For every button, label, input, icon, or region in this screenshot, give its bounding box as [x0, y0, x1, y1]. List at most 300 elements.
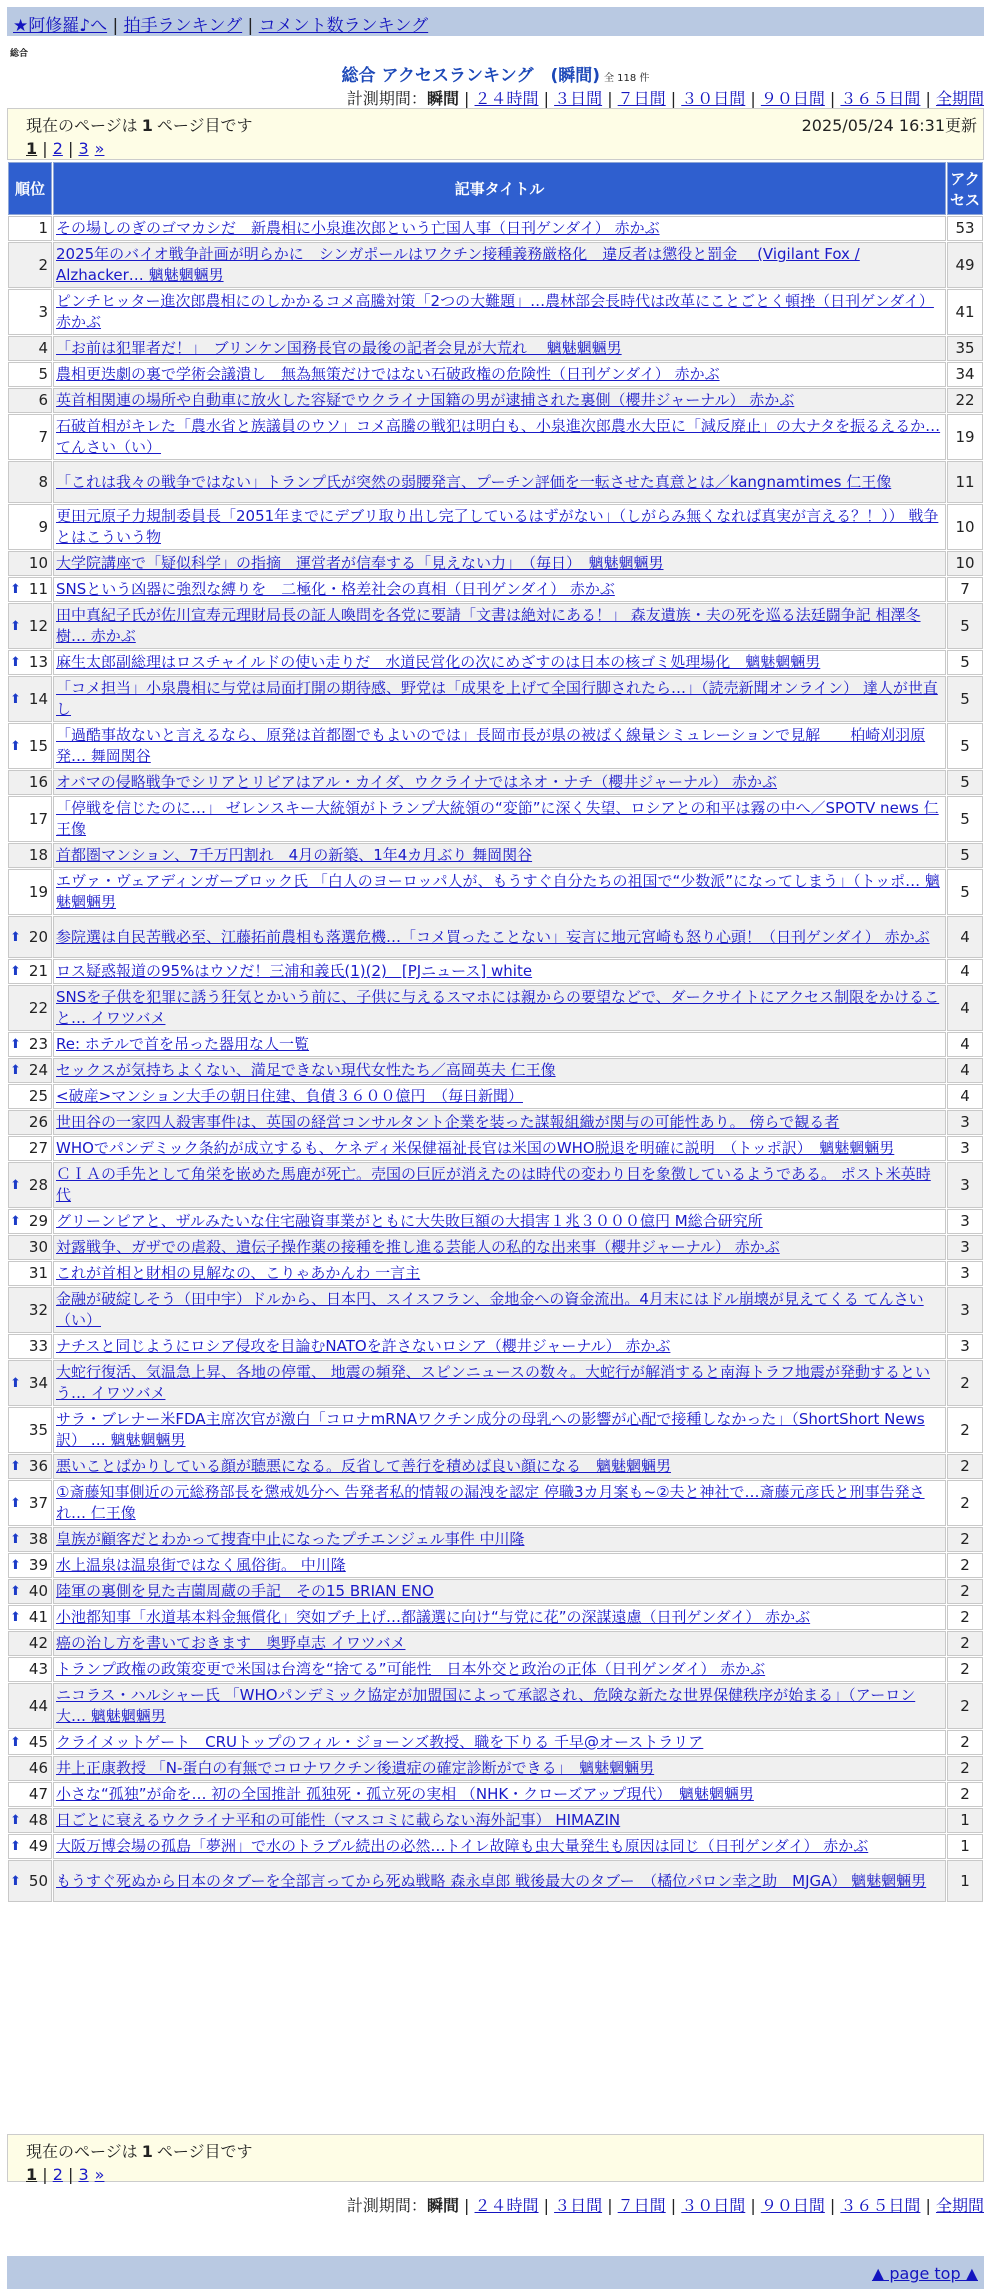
rank-header: 順位 — [8, 162, 52, 215]
title-cell — [53, 388, 946, 413]
rank-number: 46 — [28, 1759, 48, 1777]
title-cell — [53, 869, 946, 915]
rank-cell — [8, 1136, 52, 1161]
title-cell — [53, 1084, 946, 1109]
title-cell — [53, 959, 946, 984]
article-link[interactable]: 小池都知事「水道基本料金無償化」突如ブチ上げ…都議選に向け“与党に花”の深謀遠慮（日刊ゲンダイ） 赤かぶ — [56, 1608, 811, 1626]
access-count: 3 — [947, 1235, 983, 1260]
article-link[interactable]: これが首相と財相の見解なの、こりゃあかんわ 一言主 — [56, 1264, 421, 1282]
rank-up-icon: ⬆ — [10, 1177, 21, 1193]
article-link[interactable]: 小さな“孤独”が命を… 初の全国推計 孤独死・孤立死の実相 （NHK・クローズアップ現代） 魑魅魍魎男 — [56, 1785, 754, 1803]
article-link[interactable]: Re: ホテルで首を吊った器用な人一覧 — [56, 1035, 310, 1053]
access-count: 35 — [947, 336, 983, 361]
rank-cell — [8, 1032, 52, 1057]
article-link[interactable]: 「お前は犯罪者だ！」 ブリンケン国務長官の最後の記者会見が大荒れ 魑魅魍魎男 — [56, 339, 622, 357]
table-row — [8, 289, 983, 335]
period-sep: | — [665, 89, 682, 108]
footer-bar — [7, 2256, 984, 2289]
rank-up-icon: ⬆ — [10, 618, 21, 634]
rank-number: 42 — [28, 1634, 48, 1652]
article-link[interactable]: クライメットゲート CRUトップのフィル・ジョーンズ教授、職を下りる 千早@オーストラリア — [56, 1733, 704, 1751]
rank-up-icon: ⬆ — [10, 1610, 21, 1625]
rank-up-icon: ⬆ — [10, 691, 21, 707]
title-cell — [53, 1209, 946, 1234]
access-count: 3 — [947, 1287, 983, 1333]
top-nav — [7, 7, 984, 36]
rank-number: 43 — [28, 1660, 48, 1678]
article-link[interactable]: 「過酷事故ないと言えるなら、原発は首都圏でもよいのでは」長岡市長が県の被ばく線量シミュレーションで見解 柏崎刈羽原発… 舞岡関谷 — [56, 726, 926, 765]
rank-number: 36 — [28, 1457, 48, 1475]
rank-number: 47 — [28, 1785, 48, 1803]
rank-up-icon: ⬆ — [10, 1037, 21, 1052]
title-cell — [53, 1553, 946, 1578]
access-count: 22 — [947, 388, 983, 413]
article-link[interactable]: 陸軍の裏側を見た吉薗周蔵の手記 その15 BRIAN ENO — [56, 1582, 434, 1600]
period-link[interactable]: 全期間 — [935, 89, 984, 108]
rank-cell — [8, 959, 52, 984]
rank-cell — [8, 1360, 52, 1406]
table-row — [8, 1136, 983, 1161]
title-cell — [53, 1579, 946, 1604]
period-link[interactable]: ９０日間 — [760, 2196, 825, 2215]
rank-cell — [8, 1553, 52, 1578]
rank-number: 1 — [38, 219, 48, 237]
rank-cell — [8, 362, 52, 387]
access-count: 5 — [947, 869, 983, 915]
rank-up-icon: ⬆ — [10, 1735, 21, 1750]
table-row — [8, 1605, 983, 1630]
access-count: 1 — [947, 1860, 983, 1902]
access-count: 41 — [947, 289, 983, 335]
rank-number: 40 — [28, 1582, 48, 1600]
rank-number: 3 — [38, 302, 48, 321]
rank-number: 41 — [28, 1608, 48, 1626]
page-link-current: 1 — [26, 2165, 38, 2184]
period-link[interactable]: ３６５日間 — [840, 2196, 921, 2215]
rank-cell — [8, 603, 52, 649]
rank-up-icon: ⬆ — [10, 655, 21, 670]
rank-cell — [8, 1579, 52, 1604]
table-row — [8, 650, 983, 675]
rank-cell — [8, 242, 52, 288]
article-link[interactable]: 世田谷の一家四人殺害事件は、英国の経営コンサルタント企業を装った謀報組織が関与の可能性あり。 傍らで観る者 — [56, 1113, 840, 1131]
rank-cell — [8, 796, 52, 842]
period-link[interactable]: ３６５日間 — [840, 89, 921, 108]
rank-cell — [8, 985, 52, 1031]
access-count: 2 — [947, 1683, 983, 1729]
access-count: 2 — [947, 1730, 983, 1755]
period-link[interactable]: ７日間 — [617, 89, 666, 108]
table-row — [8, 1084, 983, 1109]
page-title-text: 総合 アクセスランキング (瞬間) — [341, 66, 600, 86]
article-link[interactable]: セックスが気持ちよくない、満足できない現代女性たち／高岡英夫 仁王像 — [56, 1061, 556, 1079]
period-sep: | — [745, 2196, 761, 2215]
comment-ranking-link[interactable]: コメント数ランキング — [258, 16, 429, 36]
rank-cell — [8, 723, 52, 769]
ranking-table — [7, 161, 984, 1903]
rank-up-icon: ⬆ — [10, 964, 21, 979]
rank-number: 18 — [28, 846, 48, 864]
table-row — [8, 362, 983, 387]
title-cell — [53, 1782, 946, 1807]
article-link[interactable]: 参院選は自民苦戦必至、江藤拓前農相も落選危機…「コメ買ったことない」妄言に地元宮崎も怒り心頭！（日刊ゲンダイ） 赤かぶ — [56, 927, 930, 946]
rank-number: 10 — [28, 554, 48, 572]
home-link[interactable]: ★阿修羅♪へ — [13, 16, 108, 36]
article-link[interactable]: トランプ政権の政策変更で米国は台湾を“捨てる”可能性 日本外交と政治の正体（日刊ゲンダイ） 赤かぶ — [56, 1660, 766, 1678]
access-count: 2 — [947, 1605, 983, 1630]
rank-number: 7 — [38, 427, 48, 446]
rank-cell — [8, 1730, 52, 1755]
rank-number: 30 — [28, 1238, 48, 1256]
article-link[interactable]: 大学院講座で「疑似科学」の指摘 運営者が信奉する「見えない力」 （毎日） 魑魅魍魎男 — [56, 554, 664, 572]
page-text-post: ページ目です — [156, 116, 253, 135]
rank-cell — [8, 1454, 52, 1479]
count-header: アクセス — [947, 162, 983, 215]
rank-cell — [8, 676, 52, 722]
article-link[interactable]: WHOでパンデミック条約が成立するも、ケネディ米保健福祉長官は米国のWHO脱退を明確に説明 （トッポ訳） 魑魅魍魎男 — [56, 1139, 895, 1157]
access-count: 4 — [947, 1084, 983, 1109]
rank-cell — [8, 388, 52, 413]
rank-cell — [8, 1808, 52, 1833]
access-count: 2 — [947, 1553, 983, 1578]
article-link[interactable]: 癌の治し方を書いておきます 奥野卓志 イワツバメ — [56, 1634, 406, 1652]
period-current: 瞬間 — [426, 2196, 459, 2215]
period-link[interactable]: ３日間 — [554, 2196, 603, 2215]
rank-up-icon: ⬆ — [10, 1813, 21, 1828]
rank-number: 12 — [28, 616, 48, 635]
article-link[interactable]: SNSを子供を犯罪に誘う狂気とかいう前に、子供に与えるスマホには親からの要望などで、ダークサイトにアクセス制限をかけること… イワツバメ — [56, 988, 940, 1027]
title-cell — [53, 1032, 946, 1057]
rank-cell — [8, 289, 52, 335]
rank-number: 45 — [28, 1733, 48, 1751]
page-link[interactable]: 3 — [78, 139, 89, 158]
rank-number: 22 — [28, 998, 48, 1017]
title-cell — [53, 1631, 946, 1656]
rank-number: 29 — [28, 1212, 48, 1230]
page-top-link[interactable]: ▲ page top ▲ — [871, 2264, 978, 2283]
pagination-sep: | — [37, 139, 53, 158]
rank-number: 28 — [28, 1175, 48, 1194]
article-link[interactable]: 田中真紀子氏が佐川宣寿元理財局長の証人喚問を各党に要請「文書は絶対にある！」 森友遺族・夫の死を巡る法廷闘争記 相澤冬樹… 赤かぶ — [56, 606, 921, 645]
access-count: 34 — [947, 362, 983, 387]
article-link[interactable]: 大阪万博会場の孤島「夢洲」で水のトラブル続出の必然…トイレ故障も虫大量発生も原因は同じ（日刊ゲンダイ） 赤かぶ — [56, 1837, 869, 1855]
period-label: 計測期間： — [346, 2196, 427, 2215]
title-cell — [53, 461, 946, 503]
clap-ranking-link[interactable]: 拍手ランキング — [123, 16, 243, 36]
title-cell — [53, 414, 946, 460]
next-page-link[interactable]: » — [94, 2165, 105, 2184]
period-link[interactable]: ７日間 — [617, 2196, 666, 2215]
next-page-link[interactable]: » — [94, 139, 105, 158]
article-link[interactable]: 大蛇行復活、気温急上昇、各地の停電、 地震の頻発、スピンニュースの数々。大蛇行が解消すると南海トラフ地震が発動するという… イワツバメ — [56, 1363, 931, 1402]
period-selector-bottom — [347, 2193, 984, 2216]
rank-number: 13 — [28, 653, 48, 671]
access-count: 5 — [947, 796, 983, 842]
pagination-sep: | — [62, 2165, 79, 2184]
access-count: 4 — [947, 985, 983, 1031]
table-row — [8, 676, 983, 722]
rank-number: 25 — [28, 1087, 48, 1105]
table-row — [8, 1553, 983, 1578]
article-link[interactable]: 英首相関連の場所や自動車に放火した容疑でウクライナ国籍の男が逮捕された裏側（櫻井ジャーナル） 赤かぶ — [56, 391, 795, 409]
rank-up-icon: ⬆ — [10, 1063, 21, 1078]
access-count: 5 — [947, 603, 983, 649]
table-row — [8, 414, 983, 460]
access-count: 3 — [947, 1110, 983, 1135]
article-link[interactable]: 日ごとに衰えるウクライナ平和の可能性（マスコミに載らない海外記事） HIMAZIN — [56, 1811, 621, 1829]
title-cell — [53, 577, 946, 602]
table-row — [8, 1657, 983, 1682]
access-count: 2 — [947, 1657, 983, 1682]
rank-number: 34 — [28, 1373, 48, 1392]
rank-number: 17 — [28, 809, 48, 828]
rank-cell — [8, 414, 52, 460]
current-page-number: 1 — [141, 116, 153, 135]
article-link[interactable]: 麻生太郎副総理はロスチャイルドの使い走りだ 水道民営化の次にめざすのは日本の核ゴミ処理場化 魑魅魍魎男 — [56, 653, 821, 671]
table-row — [8, 461, 983, 503]
rank-number: 39 — [28, 1556, 48, 1574]
page-link[interactable]: 2 — [52, 139, 63, 158]
title-cell — [53, 1334, 946, 1359]
access-count: 4 — [947, 1032, 983, 1057]
rank-number: 9 — [38, 517, 48, 536]
pagination-sep: | — [62, 139, 79, 158]
article-link[interactable]: <破産>マンション大手の朝日住建、負債３６００億円 （毎日新聞） — [56, 1087, 523, 1105]
table-row — [8, 1287, 983, 1333]
period-sep: | — [745, 89, 761, 108]
access-count: 4 — [947, 916, 983, 958]
access-count: 3 — [947, 1261, 983, 1286]
access-count: 1 — [947, 1834, 983, 1859]
period-sep: | — [458, 2196, 475, 2215]
page-title — [0, 61, 991, 86]
title-cell — [53, 916, 946, 958]
page-link-current: 1 — [26, 139, 38, 158]
access-count: 10 — [947, 504, 983, 550]
article-link[interactable]: 金融が破綻しそう（田中宇）ドルから、日本円、スイスフラン、金地金への資金流出。4月末にはドル崩壊が見えてくる てんさい（い） — [56, 1290, 924, 1329]
article-link[interactable]: もうすぐ死ぬから日本のタブーを全部言ってから死ぬ戦略 森永卓郎 戦後最大のタブー （橘位パロン幸之助 MJGA） 魑魅魍魎男 — [56, 1871, 927, 1890]
access-count: 19 — [947, 414, 983, 460]
period-link[interactable]: ２４時間 — [474, 2196, 539, 2215]
article-link[interactable]: 首都圏マンション、7千万円割れ 4月の新築、1年4カ月ぶり 舞岡関谷 — [56, 846, 533, 864]
rank-number: 26 — [28, 1113, 48, 1131]
rank-number: 15 — [28, 736, 48, 755]
article-link[interactable]: グリーンピアと、ザルみたいな住宅融資事業がともに大失敗巨額の大損害１兆３０００億円 M総合研究所 — [56, 1212, 763, 1230]
rank-cell — [8, 551, 52, 576]
title-cell — [53, 1058, 946, 1083]
article-link[interactable]: ロス疑惑報道の95%はウソだ！三浦和義氏(1)(2) [PJニュース] white — [56, 962, 533, 980]
rank-up-icon: ⬆ — [10, 1873, 21, 1889]
access-count: 2 — [947, 1360, 983, 1406]
table-row — [8, 336, 983, 361]
article-link[interactable]: サラ・ブレナー米FDA主席次官が激白「コロナmRNAワクチン成分の母乳への影響が心配で接種しなかった」（ShortShort News訳） … 魑魅魍魎男 — [56, 1410, 925, 1449]
title-cell — [53, 1860, 946, 1902]
table-row — [8, 1631, 983, 1656]
title-cell — [53, 603, 946, 649]
article-link[interactable]: エヴァ・ヴェアディンガーブロック氏 「白人のヨーロッパ人が、もうすぐ自分たちの祖国で“少数派”になってしまう」（トッポ… 魑魅魍魎男 — [56, 872, 940, 911]
period-link[interactable]: ３日間 — [554, 89, 603, 108]
article-link[interactable]: ピンチヒッター進次郎農相にのしかかるコメ高騰対策「2つの大難題」…農林部会長時代は改革にことごとく頓挫（日刊ゲンダイ） 赤かぶ — [56, 292, 934, 331]
access-count: 53 — [947, 216, 983, 241]
page-text-pre: 現在のページは — [26, 116, 138, 135]
table-row — [8, 770, 983, 795]
rank-number: 5 — [38, 365, 48, 383]
access-count: 5 — [947, 770, 983, 795]
page-info-bottom — [7, 2134, 984, 2182]
access-count: 5 — [947, 723, 983, 769]
article-link[interactable]: 対露戦争、ガザでの虐殺、遺伝子操作薬の接種を推し進る芸能人の私的な出来事（櫻井ジャーナル） 赤かぶ — [56, 1238, 780, 1256]
rank-number: 49 — [28, 1837, 48, 1855]
updated-timestamp: 2025/05/24 16:31更新 — [801, 116, 977, 135]
rank-number: 38 — [28, 1530, 48, 1548]
period-link[interactable]: ２４時間 — [474, 89, 539, 108]
article-link[interactable]: オバマの侵略戦争でシリアとリビアはアル・カイダ、ウクライナではネオ・ナチ（櫻井ジャーナル） 赤かぶ — [56, 773, 778, 791]
period-sep: | — [824, 89, 841, 108]
table-row — [8, 242, 983, 288]
rank-cell — [8, 1162, 52, 1208]
page-link[interactable]: 2 — [52, 2165, 63, 2184]
page-info-top — [7, 108, 984, 160]
table-row — [8, 603, 983, 649]
rank-cell — [8, 216, 52, 241]
rank-number: 31 — [28, 1264, 48, 1282]
access-count: 3 — [947, 1162, 983, 1208]
title-cell — [53, 1605, 946, 1630]
access-count: 2 — [947, 1480, 983, 1526]
title-cell — [53, 242, 946, 288]
article-link[interactable]: ナチスと同じようにロシア侵攻を目論むNATOを許さないロシア（櫻井ジャーナル） 赤かぶ — [56, 1337, 671, 1355]
article-link[interactable]: 「コメ担当」小泉農相に与党は局面打開の期待感、野党は「成果を上げて全国行脚されたら…」（読売新聞オンライン） 達人が世直し — [56, 679, 938, 718]
rank-number: 48 — [28, 1811, 48, 1829]
access-count: 2 — [947, 1407, 983, 1453]
article-link[interactable]: その場しのぎのゴマカシだ 新農相に小泉進次郎という亡国人事（日刊ゲンダイ） 赤かぶ — [56, 219, 660, 237]
rank-cell — [8, 1110, 52, 1135]
article-link[interactable]: 悪いことばかりしている顔が聴悪になる。反省して善行を積めば良い顔になる 魑魅魍魎男 — [56, 1457, 672, 1475]
article-link[interactable]: 皇族が顧客だとわかって捜査中止になったプチエンジェル事件 中川隆 — [56, 1530, 525, 1548]
period-label: 計測期間： — [346, 89, 427, 108]
period-link[interactable]: ３０日間 — [681, 89, 746, 108]
rank-cell — [8, 770, 52, 795]
title-cell — [53, 1730, 946, 1755]
rank-cell — [8, 650, 52, 675]
rank-number: 27 — [28, 1139, 48, 1157]
article-link[interactable]: SNSという凶器に強烈な縛りを 二極化・格差社会の真相（日刊ゲンダイ） 赤かぶ — [56, 580, 615, 598]
table-row — [8, 1860, 983, 1902]
rank-up-icon: ⬆ — [10, 738, 21, 754]
rank-cell — [8, 1860, 52, 1902]
title-cell — [53, 985, 946, 1031]
title-cell — [53, 1480, 946, 1526]
title-cell — [53, 676, 946, 722]
title-cell — [53, 289, 946, 335]
article-link[interactable]: ①斎藤知事側近の元総務部長を懲戒処分へ 告発者私的情報の漏洩を認定 停職3カ月案も~②夫と神社で…斎藤元彦氏と刑事告発され… 仁王像 — [56, 1483, 925, 1522]
table-row — [8, 1782, 983, 1807]
table-row — [8, 985, 983, 1031]
title-cell — [53, 1657, 946, 1682]
article-link[interactable]: 水上温泉は温泉街ではなく風俗街。 中川隆 — [56, 1556, 346, 1574]
rank-cell — [8, 843, 52, 868]
table-row — [8, 1110, 983, 1135]
rank-number: 24 — [28, 1061, 48, 1079]
table-row — [8, 551, 983, 576]
rank-up-icon: ⬆ — [10, 1532, 21, 1547]
table-row — [8, 216, 983, 241]
rank-number: 2 — [38, 255, 48, 274]
table-row — [8, 1808, 983, 1833]
title-cell — [53, 1110, 946, 1135]
access-count: 11 — [947, 461, 983, 503]
rank-number: 16 — [28, 773, 48, 791]
period-sep: | — [602, 2196, 618, 2215]
rank-up-icon: ⬆ — [10, 1558, 21, 1573]
table-row — [8, 869, 983, 915]
article-link[interactable]: ニコラス・ハルシャー氏 「WHOパンデミック協定が加盟国によって承認され、危険な新たな世界保健秩序が始まる」（アーロン大… 魑魅魍魎男 — [56, 1686, 916, 1725]
rank-cell — [8, 336, 52, 361]
article-link[interactable]: 「これは我々の戦争ではない」トランプ氏が突然の弱腰発言、プーチン評価を一転させた真意とは／kangnamtimes 仁王像 — [56, 472, 892, 491]
table-row — [8, 1407, 983, 1453]
page-link[interactable]: 3 — [78, 2165, 89, 2184]
article-link[interactable]: 「停戦を信じたのに…」 ゼレンスキー大統領がトランプ大統領の“変節”に深く失望、ロシアとの和平は霧の中へ／SPOTV news 仁王像 — [56, 799, 939, 838]
rank-number: 19 — [28, 882, 48, 901]
article-link[interactable]: 2025年のバイオ戦争計画が明らかに シンガポールはワクチン接種義務厳格化 違反者は懲役と罰金 (Vigilant Fox / Alzhacker… 魑魅魍魎男 — [56, 245, 860, 284]
access-count: 2 — [947, 1527, 983, 1552]
access-count: 2 — [947, 1756, 983, 1781]
rank-number: 44 — [28, 1696, 48, 1715]
access-count: 5 — [947, 650, 983, 675]
article-link[interactable]: 石破首相がキレた「農水省と族議員のウソ」コメ高騰の戦犯は明白も、小泉進次郎農水大臣に「減反廃止」の大ナタを振るえるか… てんさい（い） — [56, 417, 941, 456]
article-link[interactable]: 井上正康教授 「N-蛋白の有無でコロナワクチン後遺症の確定診断ができる」 魑魅魍魎男 — [56, 1759, 655, 1777]
current-page-line — [26, 2139, 965, 2162]
table-row — [8, 504, 983, 550]
article-link[interactable]: 更田元原子力規制委員長「2051年までにデブリ取り出し完了しているはずがない」（しがらみ無くなれば真実が言える？！）） 戦争とはこういう物 — [56, 507, 939, 546]
rank-cell — [8, 916, 52, 958]
access-count: 1 — [947, 1808, 983, 1833]
access-count: 3 — [947, 1209, 983, 1234]
title-cell — [53, 1527, 946, 1552]
period-sep: | — [538, 89, 555, 108]
title-cell — [53, 1235, 946, 1260]
nav-sep: | — [107, 16, 124, 36]
nav-sep: | — [242, 16, 259, 36]
rank-cell — [8, 1058, 52, 1083]
table-row — [8, 723, 983, 769]
table-row — [8, 388, 983, 413]
rank-number: 21 — [28, 962, 48, 980]
table-row — [8, 959, 983, 984]
table-row — [8, 843, 983, 868]
title-cell — [53, 1261, 946, 1286]
rank-number: 14 — [28, 689, 48, 708]
title-cell — [53, 770, 946, 795]
table-row — [8, 1235, 983, 1260]
period-link[interactable]: ９０日間 — [760, 89, 825, 108]
access-count: 49 — [947, 242, 983, 288]
rank-number: 33 — [28, 1337, 48, 1355]
rank-cell — [8, 1631, 52, 1656]
rank-up-icon: ⬆ — [10, 582, 21, 597]
article-link[interactable]: 農相更迭劇の裏で学術会議潰し 無為無策だけではない石破政権の危険性（日刊ゲンダイ） 赤かぶ — [56, 365, 720, 383]
title-cell — [53, 1834, 946, 1859]
period-link[interactable]: ３０日間 — [681, 2196, 746, 2215]
article-link[interactable]: ＣＩＡの手先として角栄を嵌めた馬鹿が死亡。売国の巨匠が消えたのは時代の変わり目を象徴しているようである。 ポスト米英時代 — [56, 1165, 931, 1204]
rank-cell — [8, 1209, 52, 1234]
title-cell — [53, 1162, 946, 1208]
period-link[interactable]: 全期間 — [935, 2196, 984, 2215]
rank-up-icon: ⬆ — [10, 1214, 21, 1229]
rank-cell — [8, 1756, 52, 1781]
access-count: 2 — [947, 1454, 983, 1479]
access-count: 3 — [947, 1334, 983, 1359]
